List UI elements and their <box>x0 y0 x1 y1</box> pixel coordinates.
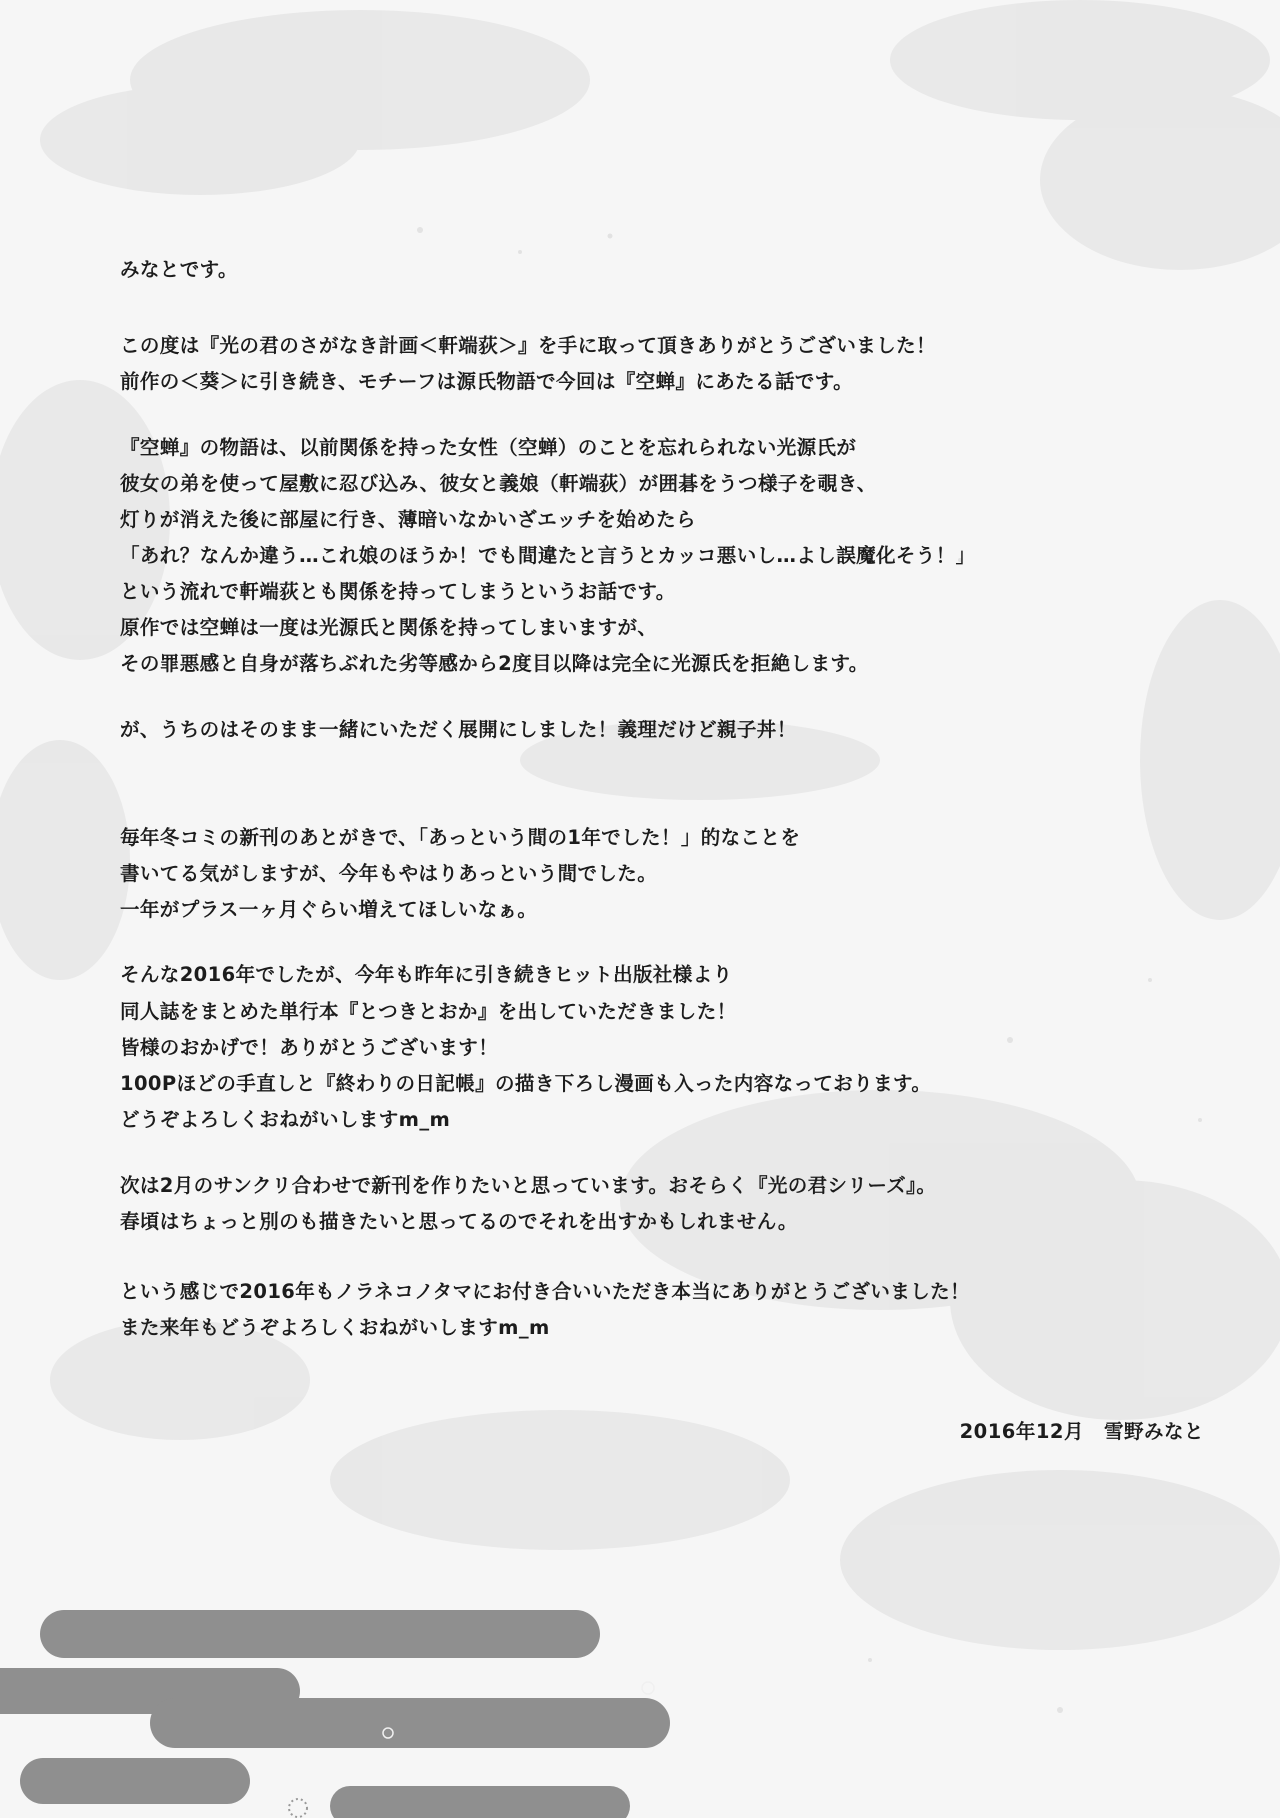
cloud-band-3 <box>150 1698 670 1748</box>
text-line-17: 皆様のおかげで！ありがとうございます！ <box>120 1036 499 1059</box>
text-line-04: 『空蝉』の物語は、以前関係を持った女性（空蝉）のことを忘れられない光源氏が <box>120 436 857 459</box>
text-line-05: 彼女の弟を使って屋敷に忍び込み、彼女と義娘（軒端荻）が囲碁をうつ様子を覗き、 <box>120 472 877 495</box>
text-line-20: 次は2月のサンクリ合わせで新刊を作りたいと思っています。おそらく『光の君シリーズ』。 <box>120 1174 937 1197</box>
text-line-14: 一年がプラス一ヶ月ぐらい増えてほしいなぁ。 <box>120 898 538 921</box>
text-line-09: 原作では空蝉は一度は光源氏と関係を持ってしまいますが、 <box>120 616 658 639</box>
text-line-22: という感じで2016年もノラネコノタマにお付き合いいただき本当にありがとうございました！ <box>120 1280 970 1303</box>
cloud-band-4 <box>20 1758 250 1804</box>
text-line-12: 毎年冬コミの新刊のあとがきで、「あっという間の1年でした！」的なことを <box>120 826 801 849</box>
text-line-23: また来年もどうぞよろしくおねがいしますm_m <box>120 1316 550 1339</box>
text-line-01: みなとです。 <box>120 258 238 281</box>
flower-icon <box>642 1682 654 1694</box>
text-line-11: が、うちのはそのまま一緒にいただく展開にしました！義理だけど親子丼！ <box>120 718 797 741</box>
text-line-15: そんな2016年でしたが、今年も昨年に引き続きヒット出版社様より <box>120 963 733 986</box>
text-line-08: という流れで軒端荻とも関係を持ってしまうというお話です。 <box>120 580 676 603</box>
text-line-03: 前作の＜葵＞に引き続き、モチーフは源氏物語で今回は『空蝉』にあたる話です。 <box>120 370 853 393</box>
text-line-07: 「あれ？なんか違う…これ娘のほうか！でも間違たと言うとカッコ悪いし…よし誤魔化そう！」 <box>120 544 976 567</box>
cloud-pattern-decoration <box>0 1590 760 1818</box>
text-line-06: 灯りが消えた後に部屋に行き、薄暗いなかいざエッチを始めたら <box>120 508 696 531</box>
cloud-band-1 <box>40 1610 600 1658</box>
text-line-10: その罪悪感と自身が落ちぶれた劣等感から2度目以降は完全に光源氏を拒絶します。 <box>120 652 869 675</box>
text-line-21: 春頃はちょっと別のも描きたいと思ってるのでそれを出すかもしれません。 <box>120 1210 798 1233</box>
text-line-19: どうぞよろしくおねがいしますm_m <box>120 1108 451 1131</box>
text-line-16: 同人誌をまとめた単行本『とつきとおか』を出していただきました！ <box>120 1000 737 1023</box>
text-line-18: 100Pほどの手直しと『終わりの日記帳』の描き下ろし漫画も入った内容なっております。 <box>120 1072 932 1095</box>
text-line-02: この度は『光の君のさがなき計画＜軒端荻＞』を手に取って頂きありがとうございました！ <box>120 334 936 357</box>
date-signature: 2016年12月 雪野みなと <box>959 1420 1204 1443</box>
cloud-band-5 <box>330 1786 630 1818</box>
text-line-13: 書いてる気がしますが、今年もやはりあっという間でした。 <box>120 862 658 885</box>
dotted-ring-icon <box>289 1799 307 1817</box>
